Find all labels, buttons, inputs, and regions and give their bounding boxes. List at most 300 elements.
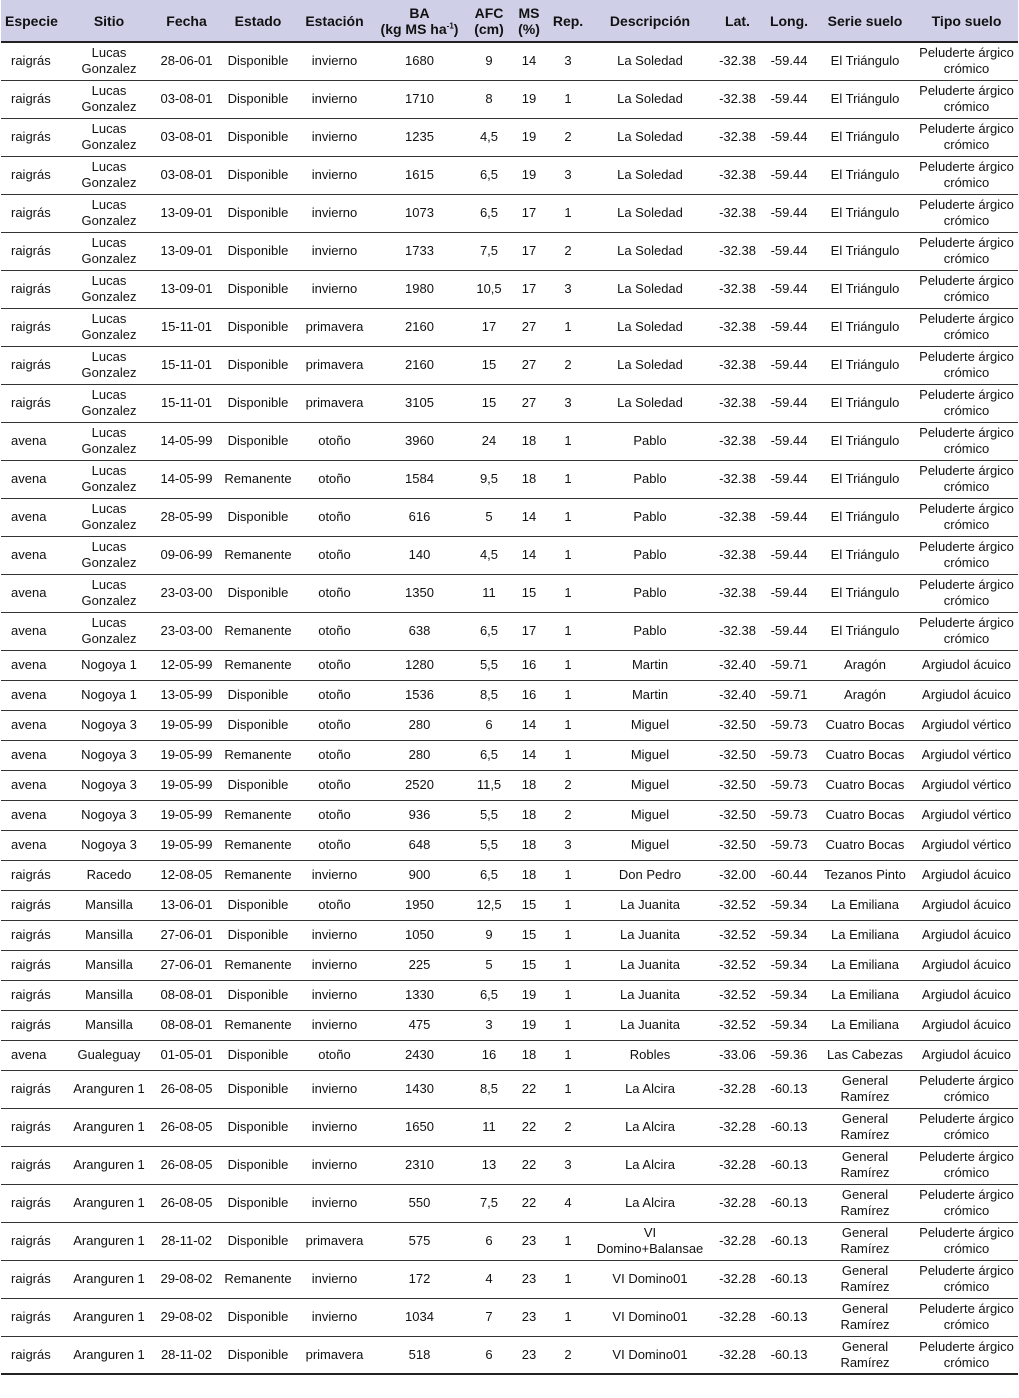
cell-tipo-suelo: Peluderte árgico crómico (915, 270, 1018, 308)
table-row (1, 1146, 1018, 1184)
cell-descripcion: La Soledad (588, 384, 712, 422)
cell-ms: 18 (510, 460, 548, 498)
table-row (1, 574, 1018, 612)
cell-estacion: invierno (298, 42, 371, 80)
cell-long: -60.13 (763, 1222, 815, 1260)
cell-fecha: 28-11-02 (155, 1336, 218, 1374)
cell-descripcion: La Soledad (588, 270, 712, 308)
cell-rep: 2 (548, 800, 588, 830)
cell-ba: 1280 (371, 650, 468, 680)
cell-lat: -32.52 (712, 950, 763, 980)
cell-tipo-suelo: Argiudol ácuico (915, 920, 1018, 950)
cell-fecha: 13-09-01 (155, 270, 218, 308)
cell-ba: 475 (371, 1010, 468, 1040)
cell-estacion: invierno (298, 1070, 371, 1108)
cell-tipo-suelo: Peluderte árgico crómico (915, 384, 1018, 422)
cell-rep: 2 (548, 1108, 588, 1146)
cell-fecha: 12-05-99 (155, 650, 218, 680)
cell-rep: 2 (548, 1336, 588, 1374)
cell-especie: avena (1, 460, 63, 498)
cell-ms: 18 (510, 1040, 548, 1070)
cell-tipo-suelo: Peluderte árgico crómico (915, 1336, 1018, 1374)
col-header-afc-label: AFC (474, 4, 504, 21)
table-row (1, 80, 1018, 118)
cell-afc: 12,5 (468, 890, 510, 920)
cell-tipo-suelo: Peluderte árgico crómico (915, 460, 1018, 498)
cell-long: -60.13 (763, 1108, 815, 1146)
cell-afc: 5 (468, 950, 510, 980)
cell-serie-suelo: General Ramírez (815, 1184, 915, 1222)
col-header-afc-unit: (cm) (474, 20, 504, 37)
cell-sitio: Gualeguay (63, 1040, 155, 1070)
table-row (1, 1040, 1018, 1070)
cell-lat: -32.52 (712, 920, 763, 950)
cell-rep: 1 (548, 1222, 588, 1260)
cell-sitio: Aranguren 1 (63, 1222, 155, 1260)
cell-especie: raigrás (1, 1070, 63, 1108)
cell-estado: Remanente (218, 612, 298, 650)
cell-ms: 23 (510, 1298, 548, 1336)
cell-especie: raigrás (1, 980, 63, 1010)
cell-ba: 638 (371, 612, 468, 650)
table-row (1, 800, 1018, 830)
cell-rep: 1 (548, 422, 588, 460)
cell-fecha: 19-05-99 (155, 830, 218, 860)
cell-afc: 6,5 (468, 194, 510, 232)
cell-estacion: invierno (298, 860, 371, 890)
cell-descripcion: La Soledad (588, 194, 712, 232)
cell-sitio: Mansilla (63, 920, 155, 950)
cell-sitio: Mansilla (63, 980, 155, 1010)
cell-rep: 1 (548, 680, 588, 710)
col-header-sitio: Sitio (63, 0, 155, 42)
cell-lat: -32.28 (712, 1260, 763, 1298)
cell-lat: -32.00 (712, 860, 763, 890)
cell-lat: -32.52 (712, 890, 763, 920)
cell-rep: 3 (548, 384, 588, 422)
cell-afc: 11,5 (468, 770, 510, 800)
cell-ms: 14 (510, 42, 548, 80)
cell-afc: 6 (468, 710, 510, 740)
cell-long: -60.13 (763, 1336, 815, 1374)
cell-lat: -32.38 (712, 118, 763, 156)
cell-serie-suelo: La Emiliana (815, 1010, 915, 1040)
cell-long: -59.44 (763, 308, 815, 346)
cell-estacion: primavera (298, 1336, 371, 1374)
cell-afc: 5 (468, 498, 510, 536)
cell-lat: -32.38 (712, 270, 763, 308)
table-row (1, 1298, 1018, 1336)
cell-lat: -32.50 (712, 710, 763, 740)
table-row (1, 232, 1018, 270)
table-row (1, 650, 1018, 680)
data-table (1, 0, 1018, 1375)
cell-serie-suelo: Cuatro Bocas (815, 800, 915, 830)
cell-lat: -32.38 (712, 460, 763, 498)
cell-especie: raigrás (1, 1146, 63, 1184)
cell-estado: Disponible (218, 920, 298, 950)
cell-serie-suelo: General Ramírez (815, 1260, 915, 1298)
cell-ms: 14 (510, 536, 548, 574)
cell-estacion: primavera (298, 308, 371, 346)
cell-ba: 1733 (371, 232, 468, 270)
cell-sitio: Lucas Gonzalez (63, 308, 155, 346)
cell-lat: -32.28 (712, 1108, 763, 1146)
cell-especie: avena (1, 1040, 63, 1070)
cell-serie-suelo: El Triángulo (815, 498, 915, 536)
cell-long: -60.13 (763, 1184, 815, 1222)
cell-descripcion: Don Pedro (588, 860, 712, 890)
cell-estacion: otoño (298, 612, 371, 650)
cell-ba: 2310 (371, 1146, 468, 1184)
cell-tipo-suelo: Peluderte árgico crómico (915, 156, 1018, 194)
cell-fecha: 27-06-01 (155, 920, 218, 950)
cell-sitio: Lucas Gonzalez (63, 270, 155, 308)
cell-tipo-suelo: Argiudol ácuico (915, 950, 1018, 980)
cell-especie: avena (1, 770, 63, 800)
cell-ms: 22 (510, 1070, 548, 1108)
col-header-descripcion: Descripción (588, 0, 712, 42)
cell-serie-suelo: El Triángulo (815, 536, 915, 574)
cell-estacion: invierno (298, 950, 371, 980)
cell-serie-suelo: Cuatro Bocas (815, 830, 915, 860)
cell-serie-suelo: La Emiliana (815, 920, 915, 950)
cell-descripcion: La Juanita (588, 950, 712, 980)
cell-fecha: 26-08-05 (155, 1070, 218, 1108)
cell-long: -60.44 (763, 860, 815, 890)
cell-fecha: 28-11-02 (155, 1222, 218, 1260)
cell-sitio: Lucas Gonzalez (63, 156, 155, 194)
cell-estado: Remanente (218, 1010, 298, 1040)
cell-tipo-suelo: Peluderte árgico crómico (915, 346, 1018, 384)
cell-fecha: 29-08-02 (155, 1298, 218, 1336)
cell-long: -59.44 (763, 232, 815, 270)
cell-descripcion: Miguel (588, 710, 712, 740)
cell-estacion: otoño (298, 770, 371, 800)
cell-estado: Remanente (218, 740, 298, 770)
cell-long: -59.44 (763, 384, 815, 422)
cell-estado: Disponible (218, 308, 298, 346)
cell-rep: 1 (548, 710, 588, 740)
cell-estado: Remanente (218, 460, 298, 498)
cell-estado: Disponible (218, 118, 298, 156)
cell-fecha: 12-08-05 (155, 860, 218, 890)
cell-especie: raigrás (1, 42, 63, 80)
cell-long: -59.44 (763, 346, 815, 384)
col-header-tipo-suelo: Tipo suelo (915, 0, 1018, 42)
cell-long: -59.73 (763, 710, 815, 740)
cell-sitio: Lucas Gonzalez (63, 536, 155, 574)
cell-especie: avena (1, 498, 63, 536)
cell-estado: Disponible (218, 270, 298, 308)
cell-rep: 4 (548, 1184, 588, 1222)
cell-ms: 15 (510, 890, 548, 920)
table-row (1, 680, 1018, 710)
cell-rep: 1 (548, 612, 588, 650)
cell-ms: 16 (510, 680, 548, 710)
cell-estado: Disponible (218, 1146, 298, 1184)
cell-tipo-suelo: Argiudol ácuico (915, 980, 1018, 1010)
cell-afc: 5,5 (468, 830, 510, 860)
cell-especie: avena (1, 710, 63, 740)
table-row (1, 42, 1018, 80)
cell-ba: 518 (371, 1336, 468, 1374)
cell-serie-suelo: General Ramírez (815, 1070, 915, 1108)
cell-lat: -32.38 (712, 498, 763, 536)
cell-lat: -32.52 (712, 980, 763, 1010)
cell-afc: 9 (468, 42, 510, 80)
cell-especie: avena (1, 740, 63, 770)
cell-sitio: Lucas Gonzalez (63, 80, 155, 118)
cell-estacion: otoño (298, 536, 371, 574)
cell-fecha: 23-03-00 (155, 612, 218, 650)
col-header-especie: Especie (1, 0, 63, 42)
cell-rep: 3 (548, 156, 588, 194)
cell-serie-suelo: General Ramírez (815, 1222, 915, 1260)
cell-afc: 16 (468, 1040, 510, 1070)
cell-fecha: 03-08-01 (155, 118, 218, 156)
col-header-long: Long. (763, 0, 815, 42)
cell-descripcion: La Soledad (588, 80, 712, 118)
cell-ba: 1050 (371, 920, 468, 950)
cell-especie: raigrás (1, 384, 63, 422)
cell-serie-suelo: El Triángulo (815, 118, 915, 156)
cell-especie: raigrás (1, 1010, 63, 1040)
col-header-ba-label: BA (409, 4, 430, 21)
cell-fecha: 19-05-99 (155, 770, 218, 800)
cell-sitio: Nogoya 3 (63, 830, 155, 860)
cell-descripcion: Pablo (588, 574, 712, 612)
cell-ba: 3105 (371, 384, 468, 422)
cell-long: -59.36 (763, 1040, 815, 1070)
cell-estacion: otoño (298, 800, 371, 830)
col-header-ba-unit: (kg MS $ha^{-1}$) (380, 20, 459, 37)
cell-estado: Disponible (218, 1298, 298, 1336)
cell-afc: 5,5 (468, 800, 510, 830)
cell-especie: raigrás (1, 1260, 63, 1298)
cell-rep: 1 (548, 650, 588, 680)
cell-especie: avena (1, 830, 63, 860)
col-header-lat: Lat. (712, 0, 763, 42)
cell-long: -60.13 (763, 1070, 815, 1108)
cell-afc: 13 (468, 1146, 510, 1184)
cell-ms: 27 (510, 384, 548, 422)
cell-especie: avena (1, 612, 63, 650)
cell-lat: -33.06 (712, 1040, 763, 1070)
cell-estacion: otoño (298, 830, 371, 860)
cell-ms: 16 (510, 650, 548, 680)
cell-sitio: Lucas Gonzalez (63, 118, 155, 156)
cell-lat: -32.38 (712, 384, 763, 422)
cell-ms: 19 (510, 156, 548, 194)
cell-estado: Disponible (218, 384, 298, 422)
cell-estado: Remanente (218, 536, 298, 574)
cell-sitio: Lucas Gonzalez (63, 498, 155, 536)
cell-sitio: Mansilla (63, 950, 155, 980)
cell-afc: 10,5 (468, 270, 510, 308)
table-row (1, 950, 1018, 980)
cell-descripcion: La Alcira (588, 1184, 712, 1222)
cell-estado: Disponible (218, 680, 298, 710)
cell-sitio: Nogoya 1 (63, 680, 155, 710)
cell-estado: Remanente (218, 950, 298, 980)
cell-estacion: invierno (298, 118, 371, 156)
cell-estacion: invierno (298, 194, 371, 232)
cell-lat: -32.38 (712, 308, 763, 346)
cell-tipo-suelo: Peluderte árgico crómico (915, 42, 1018, 80)
cell-estado: Disponible (218, 1222, 298, 1260)
cell-estado: Disponible (218, 42, 298, 80)
cell-especie: avena (1, 422, 63, 460)
table-row (1, 860, 1018, 890)
cell-serie-suelo: Cuatro Bocas (815, 740, 915, 770)
cell-estado: Disponible (218, 770, 298, 800)
cell-estacion: invierno (298, 920, 371, 950)
table-row (1, 1222, 1018, 1260)
cell-tipo-suelo: Peluderte árgico crómico (915, 1108, 1018, 1146)
cell-fecha: 26-08-05 (155, 1146, 218, 1184)
cell-especie: raigrás (1, 194, 63, 232)
cell-descripcion: Miguel (588, 770, 712, 800)
cell-rep: 1 (548, 860, 588, 890)
cell-estacion: invierno (298, 232, 371, 270)
cell-ms: 18 (510, 422, 548, 460)
cell-estado: Disponible (218, 1070, 298, 1108)
cell-estado: Disponible (218, 498, 298, 536)
cell-descripcion: La Alcira (588, 1146, 712, 1184)
cell-afc: 6,5 (468, 860, 510, 890)
cell-long: -60.13 (763, 1146, 815, 1184)
cell-long: -59.44 (763, 460, 815, 498)
cell-estacion: invierno (298, 80, 371, 118)
cell-rep: 1 (548, 1040, 588, 1070)
cell-descripcion: VI Domino+Balansae (588, 1222, 712, 1260)
cell-long: -59.44 (763, 422, 815, 460)
cell-afc: 17 (468, 308, 510, 346)
cell-long: -59.44 (763, 612, 815, 650)
cell-estacion: otoño (298, 650, 371, 680)
cell-afc: 24 (468, 422, 510, 460)
cell-ms: 27 (510, 308, 548, 346)
cell-descripcion: Miguel (588, 830, 712, 860)
cell-lat: -32.50 (712, 800, 763, 830)
cell-sitio: Lucas Gonzalez (63, 612, 155, 650)
cell-descripcion: La Alcira (588, 1108, 712, 1146)
cell-ms: 15 (510, 950, 548, 980)
cell-especie: raigrás (1, 950, 63, 980)
cell-tipo-suelo: Peluderte árgico crómico (915, 1070, 1018, 1108)
cell-lat: -32.40 (712, 680, 763, 710)
cell-especie: raigrás (1, 1222, 63, 1260)
cell-rep: 1 (548, 498, 588, 536)
cell-especie: raigrás (1, 346, 63, 384)
cell-ms: 19 (510, 118, 548, 156)
cell-ms: 18 (510, 830, 548, 860)
cell-rep: 1 (548, 1070, 588, 1108)
cell-lat: -32.52 (712, 1010, 763, 1040)
cell-tipo-suelo: Argiudol ácuico (915, 650, 1018, 680)
cell-lat: -32.38 (712, 346, 763, 384)
cell-ms: 14 (510, 498, 548, 536)
cell-fecha: 19-05-99 (155, 800, 218, 830)
cell-especie: raigrás (1, 890, 63, 920)
cell-serie-suelo: General Ramírez (815, 1298, 915, 1336)
cell-long: -59.44 (763, 194, 815, 232)
cell-afc: 9,5 (468, 460, 510, 498)
cell-fecha: 19-05-99 (155, 710, 218, 740)
cell-lat: -32.28 (712, 1336, 763, 1374)
cell-tipo-suelo: Peluderte árgico crómico (915, 1146, 1018, 1184)
cell-fecha: 19-05-99 (155, 740, 218, 770)
cell-lat: -32.38 (712, 80, 763, 118)
table-row (1, 612, 1018, 650)
cell-ms: 23 (510, 1336, 548, 1374)
cell-serie-suelo: El Triángulo (815, 42, 915, 80)
cell-descripcion: La Juanita (588, 980, 712, 1010)
cell-tipo-suelo: Peluderte árgico crómico (915, 80, 1018, 118)
cell-ba: 616 (371, 498, 468, 536)
cell-estacion: primavera (298, 1222, 371, 1260)
cell-afc: 8 (468, 80, 510, 118)
cell-ba: 1430 (371, 1070, 468, 1108)
table-row (1, 194, 1018, 232)
cell-ba: 225 (371, 950, 468, 980)
cell-estacion: invierno (298, 980, 371, 1010)
cell-sitio: Aranguren 1 (63, 1260, 155, 1298)
cell-sitio: Lucas Gonzalez (63, 460, 155, 498)
cell-afc: 6,5 (468, 980, 510, 1010)
cell-rep: 2 (548, 346, 588, 384)
cell-estado: Remanente (218, 1260, 298, 1298)
table-row (1, 498, 1018, 536)
cell-sitio: Aranguren 1 (63, 1298, 155, 1336)
cell-long: -59.34 (763, 890, 815, 920)
cell-estado: Disponible (218, 890, 298, 920)
cell-ba: 2430 (371, 1040, 468, 1070)
cell-sitio: Aranguren 1 (63, 1184, 155, 1222)
cell-estado: Disponible (218, 156, 298, 194)
cell-descripcion: La Soledad (588, 346, 712, 384)
cell-tipo-suelo: Argiudol ácuico (915, 860, 1018, 890)
cell-ba: 1034 (371, 1298, 468, 1336)
cell-descripcion: Pablo (588, 498, 712, 536)
cell-especie: avena (1, 800, 63, 830)
cell-rep: 1 (548, 308, 588, 346)
cell-sitio: Lucas Gonzalez (63, 42, 155, 80)
cell-ba: 280 (371, 710, 468, 740)
cell-rep: 1 (548, 950, 588, 980)
table-row (1, 920, 1018, 950)
cell-fecha: 13-09-01 (155, 194, 218, 232)
cell-estacion: otoño (298, 680, 371, 710)
cell-afc: 15 (468, 384, 510, 422)
cell-long: -59.71 (763, 680, 815, 710)
cell-lat: -32.50 (712, 770, 763, 800)
cell-tipo-suelo: Peluderte árgico crómico (915, 1260, 1018, 1298)
cell-ba: 3960 (371, 422, 468, 460)
cell-especie: raigrás (1, 920, 63, 950)
cell-ba: 1650 (371, 1108, 468, 1146)
cell-estado: Disponible (218, 1108, 298, 1146)
cell-especie: raigrás (1, 80, 63, 118)
cell-ms: 18 (510, 770, 548, 800)
table-row (1, 536, 1018, 574)
cell-long: -59.44 (763, 536, 815, 574)
cell-descripcion: La Alcira (588, 1070, 712, 1108)
cell-tipo-suelo: Peluderte árgico crómico (915, 232, 1018, 270)
cell-serie-suelo: La Emiliana (815, 890, 915, 920)
cell-rep: 1 (548, 194, 588, 232)
